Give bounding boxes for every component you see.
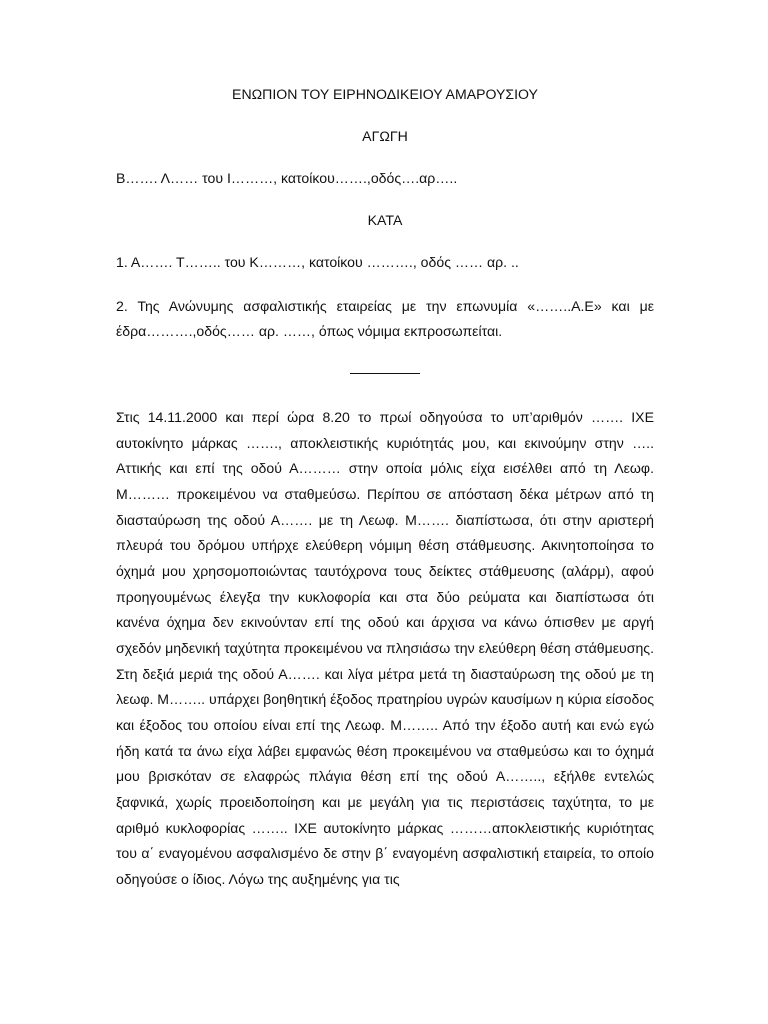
document-page — [116, 84, 654, 907]
defendant-2-paragraph: 2. Της Ανώνυμης ασφαλιστικής εταιρείας με την επωνυμία «……..Α.Ε» και με έδρα……….,οδός…… αρ. ……, όπως νόμιμα εκπροσωπείται. — [116, 298, 654, 339]
against-heading: ΚΑΤΑ — [367, 212, 403, 228]
section-divider — [116, 361, 654, 381]
body-paragraph: Στις 14.11.2000 και περί ώρα 8.20 το πρωί οδηγούσα το υπ’αριθμόν ……. ΙΧΕ αυτοκίνητο μάρκας ……., αποκλειστικής κυριότητάς μου, και εκινούμην στην ….. Αττικής και επί της οδού Α……… στην οποία μόλις είχα εισέλθει από τη Λεωφ. Μ……… προκειμένου να σταθμεύσω. Περίπου σε απόσταση δέκα μέτρων από τη διασταύρωση της οδού Α……. με τη Λεωφ. Μ……. διαπίστωσα, ότι στην αριστερή πλευρά του δρόμου υπήρχε ελεύθερη νόμιμη θέση στάθμευσης. Ακινητοποίησα το όχημά μου χρησομοποιώντας ταυτόχρονα τους δείκτες στάθμευσης (αλάρμ), αφού προηγουμένως έλεγξα την κυκλοφορία και στα δύο ρεύματα και διαπίστωσα ότι κανένα όχημα δεν εκινούνταν επί της οδού και άρχισα να κάνω όπισθεν με αργή σχεδόν μηδενική ταχύτητα προκειμένου να πλησιάσω την ελεύθερη θέση στάθμευσης. Στη δεξιά μεριά της οδού Α……. και λίγα μέτρα μετά τη διασταύρωση της οδού με τη λεωφ. Μ…….. υπάρχει βοηθητική έξοδος πρατηρίου υγρών καυσίμων η κύρια είσοδος και έξοδος του οποίου είναι επί της Λεωφ. Μ…….. Από την έξοδο αυτή και ενώ εγώ ήδη κατά τα άνω είχα λάβει εμφανώς θέση προκειμένου να σταθμεύσω και το όχημά μου βρισκόταν σε ελαφρώς πλάγια θέση επί της οδού Α…….., εξήλθε εντελώς ξαφνικά, χωρίς προειδοποίηση και με μεγάλη για τις περιστάσεις ταχύτητα, το με αριθμό κυκλοφορίας …….. ΙΧΕ αυτοκίνητο μάρκας ………αποκλειστικής κυριότητας του α΄ εναγομένου ασφαλισμένο δε στην β΄ εναγομένη ασφαλιστική εταιρεία, το οποίο οδηγούσε ο ίδιος. Λόγω της αυξημένης για τις — [116, 409, 654, 887]
plaintiff-line: Β……. Λ…… του Ι………, κατοίκου…….,οδός….αρ….. — [116, 170, 458, 186]
defendant-1-line: 1. Α……. Τ…….. του Κ………, κατοίκου ………., οδός …… αρ. .. — [116, 254, 519, 270]
court-heading: ΕΝΩΠΙΟΝ ΤΟΥ ΕΙΡΗΝΟΔΙΚΕΙΟΥ ΑΜΑΡΟΥΣΙΟΥ — [232, 86, 538, 102]
divider-line — [350, 373, 420, 374]
document-type-title: ΑΓΩΓΗ — [362, 128, 408, 144]
